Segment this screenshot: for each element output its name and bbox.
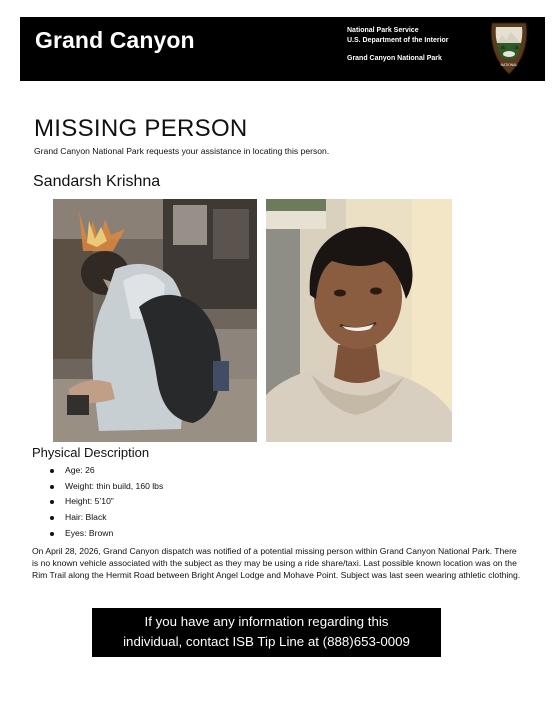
physical-traits-list <box>50 463 163 541</box>
tip-line-2: individual, contact ISB Tip Line at (888)653-0009 <box>123 634 410 649</box>
header-title: Grand Canyon <box>35 27 195 53</box>
incident-narrative: On April 28, 2026, Grand Canyon dispatch was notified of a potential missing person within Grand Canyon National Park. There is no known vehicle associated with the subject as they may be using a ride share/taxi. Last possible known location was on the Rim Trail along the Hermit Road between Bright Angel Lodge and Mohave Point. Subject was last seen wearing athletic clothing. <box>32 546 521 581</box>
trait-height: Height: 5’10” <box>50 494 163 510</box>
trait-hair: Hair: Black <box>50 510 163 526</box>
nps-arrowhead-icon <box>488 21 530 76</box>
trait-eyes: Eyes: Brown <box>50 526 163 542</box>
trait-age: Age: 26 <box>50 463 163 479</box>
svg-text:NATIONAL: NATIONAL <box>500 63 518 67</box>
park-name: Grand Canyon National Park <box>347 55 442 62</box>
portrait-photo <box>266 199 452 442</box>
agency-line-2: U.S. Department of the Interior <box>347 37 449 44</box>
agency-block <box>347 26 449 64</box>
tip-line-1: If you have any information regarding this <box>144 614 389 629</box>
person-name: Sandarsh Krishna <box>33 173 161 190</box>
trait-weight: Weight: thin build, 160 lbs <box>50 479 163 495</box>
missing-person-heading: MISSING PERSON <box>34 115 248 142</box>
physical-description-heading: Physical Description <box>32 445 150 460</box>
tip-line-box <box>92 608 441 657</box>
agency-line-1: National Park Service <box>347 27 419 34</box>
assistance-request-text: Grand Canyon National Park requests your assistance in locating this person. <box>34 146 330 156</box>
surveillance-photo <box>53 199 257 442</box>
header-banner <box>20 17 545 81</box>
